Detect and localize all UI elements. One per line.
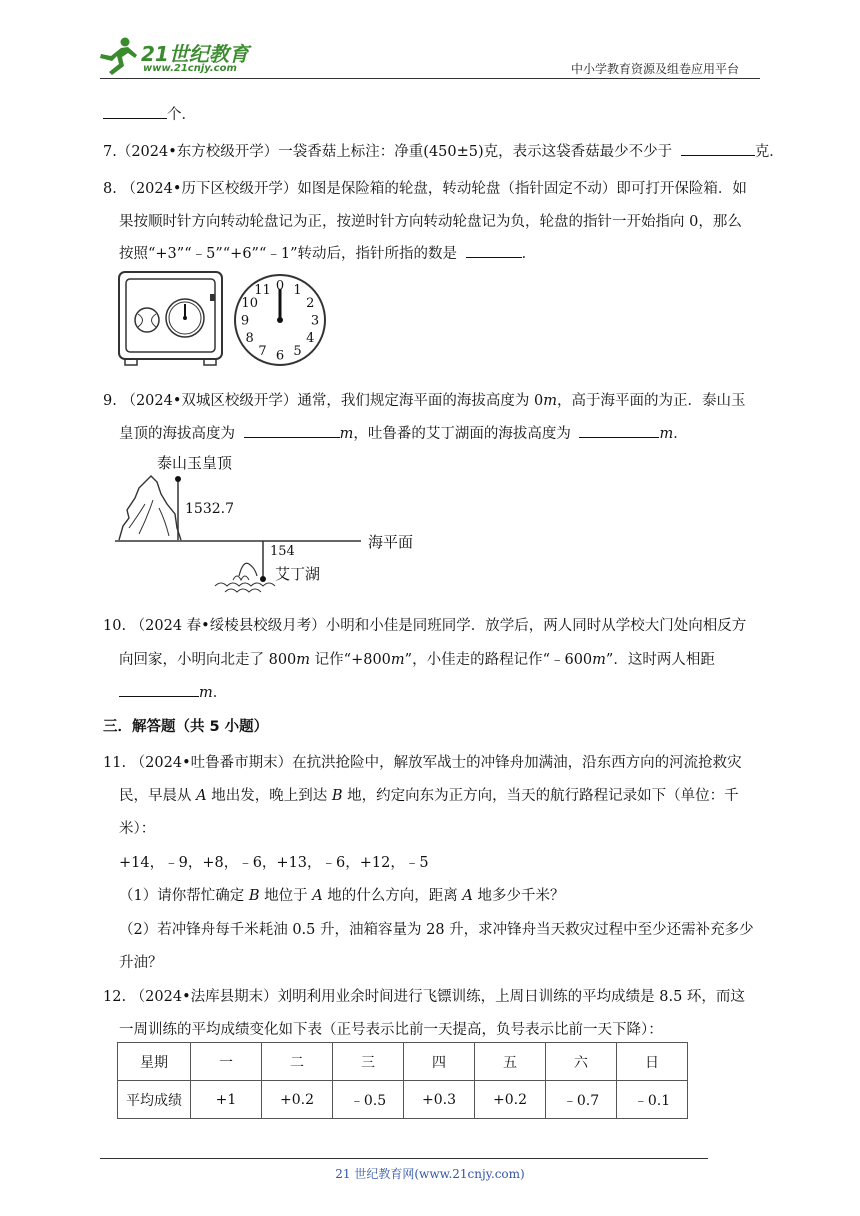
header-rule xyxy=(100,78,760,79)
section-heading: 三．解答题（共 5 小题） xyxy=(103,719,269,735)
table-cell: 三 xyxy=(333,1043,404,1081)
dial-number: 0 xyxy=(275,278,285,294)
answer-blank xyxy=(103,103,167,119)
question-9-line1: 9. （2024•双城区校级开学）通常，我们规定海平面的海拔高度为 0m，高于海平面的为正．泰山玉 xyxy=(103,393,746,409)
question-10-line2: 向回家，小明向北走了 800m 记作“+800m”，小佳走的路程记作“﹣600m”．这时两人相距 xyxy=(119,652,715,668)
question-8-line3: 按照“+3”“﹣5”“+6”“﹣1”转动后，指针所指的数是 ． xyxy=(119,242,536,263)
question-11-line1: 11. （2024•吐鲁番市期末）在抗洪抢险中，解放军战士的冲锋舟加满油，沿东西方向的河流抢救灾 xyxy=(103,755,742,771)
dial-number: 8 xyxy=(245,331,254,346)
table-cell: +1 xyxy=(191,1081,262,1119)
dial-number: 9 xyxy=(240,313,250,329)
footer-rule xyxy=(100,1158,708,1159)
table-cell: 二 xyxy=(262,1043,333,1081)
header-logo xyxy=(95,36,265,76)
question-10-line3: m． xyxy=(119,681,227,702)
table-row xyxy=(118,1043,688,1081)
question-11-data: +14，﹣9，+8，﹣6，+13，﹣6，+12，﹣5 xyxy=(119,855,429,871)
table-cell: 五 xyxy=(475,1043,546,1081)
table-cell: 日 xyxy=(617,1043,688,1081)
dial-number: 5 xyxy=(293,343,302,359)
table-cell: ﹣0.7 xyxy=(546,1081,617,1119)
platform-name: 中小学教育资源及组卷应用平台 xyxy=(571,62,740,76)
dial-number: 4 xyxy=(306,331,315,346)
lake-label: 艾丁湖 xyxy=(275,565,321,583)
sea-level-label: 海平面 xyxy=(368,533,414,551)
question-8-line1: 8. （2024•历下区校级开学）如图是保险箱的轮盘，转动轮盘（指针固定不动）即可打开保险箱．如 xyxy=(103,181,747,197)
question-11-sub2-line2: 升油？ xyxy=(119,955,163,971)
question-12-line1: 12. （2024•法库县期末）刘明利用业余时间进行飞镖训练，上周日训练的平均成绩是 8.5 环，而这 xyxy=(103,989,745,1005)
altitude-figure xyxy=(115,448,435,596)
peak-value: 1532.7 xyxy=(185,501,234,517)
table-cell: 四 xyxy=(404,1043,475,1081)
table-cell: 平均成绩 xyxy=(118,1081,191,1119)
table-cell: ﹣0.1 xyxy=(617,1081,688,1119)
table-row xyxy=(118,1081,688,1119)
table-cell: +0.2 xyxy=(475,1081,546,1119)
dial-number: 2 xyxy=(306,296,315,311)
question-9-line2: 皇顶的海拔高度为 m，吐鲁番的艾丁湖面的海拔高度为 m． xyxy=(119,422,688,443)
table-cell: +0.3 xyxy=(404,1081,475,1119)
peak-label: 泰山玉皇顶 xyxy=(157,454,233,472)
question-7: 7.（2024•东方校级开学）一袋香菇上标注：净重(450±5)克，表示这袋香菇最少不少于 克． xyxy=(103,140,784,161)
question-10-line1: 10. （2024 春•绥棱县校级月考）小明和小佳是同班同学．放学后，两人同时从学校大门处向相反方 xyxy=(103,618,747,634)
dial-number: 10 xyxy=(241,296,258,311)
logo-url: www.21cnjy.com xyxy=(143,63,237,74)
question-11-line3: 米）： xyxy=(119,821,156,837)
table-cell: 一 xyxy=(191,1043,262,1081)
answer-blank xyxy=(466,242,522,258)
runner-logo-icon xyxy=(95,36,139,76)
question-11-sub1: （1）请你帮忙确定 B 地位于 A 地的什么方向，距离 A 地多少千米？ xyxy=(119,888,565,904)
answer-blank xyxy=(119,681,199,697)
dial-number: 6 xyxy=(275,348,285,364)
footer-text: 21 世纪教育网(www.21cnjy.com) xyxy=(335,1167,525,1181)
question-12-line2: 一周训练的平均成绩变化如下表（正号表示比前一天提高，负号表示比前一天下降）： xyxy=(119,1022,663,1038)
q6-tail: 个． xyxy=(103,103,196,124)
answer-blank xyxy=(579,422,659,438)
table-cell: 星期 xyxy=(118,1043,191,1081)
logo-title: 21世纪教育 xyxy=(141,42,249,66)
dial-number: 1 xyxy=(293,283,302,299)
answer-blank xyxy=(244,422,340,438)
table-cell: ﹣0.5 xyxy=(333,1081,404,1119)
question-11-sub2-line1: （2）若冲锋舟每千米耗油 0.5 升，油箱容量为 28 升，求冲锋舟当天救灾过程中至少还需补充多少 xyxy=(119,922,754,938)
question-8-line2: 果按顺时针方向转动轮盘记为正，按逆时针方向转动轮盘记为负，轮盘的指针一开始指向 0，那么 xyxy=(119,214,742,230)
lake-value: 154 xyxy=(270,544,295,559)
answer-blank xyxy=(681,140,755,156)
table-cell: 六 xyxy=(546,1043,617,1081)
dial-number: 11 xyxy=(254,283,271,299)
question-11-line2: 民，早晨从 A 地出发，晚上到达 B 地，约定向东为正方向，当天的航行路程记录如下（单位：千 xyxy=(119,788,739,804)
dial-number: 3 xyxy=(310,313,320,329)
grades-table xyxy=(117,1042,688,1119)
table-cell: +0.2 xyxy=(262,1081,333,1119)
dial-number: 7 xyxy=(258,343,267,359)
dial-figure xyxy=(232,272,328,368)
safe-figure xyxy=(117,270,227,368)
